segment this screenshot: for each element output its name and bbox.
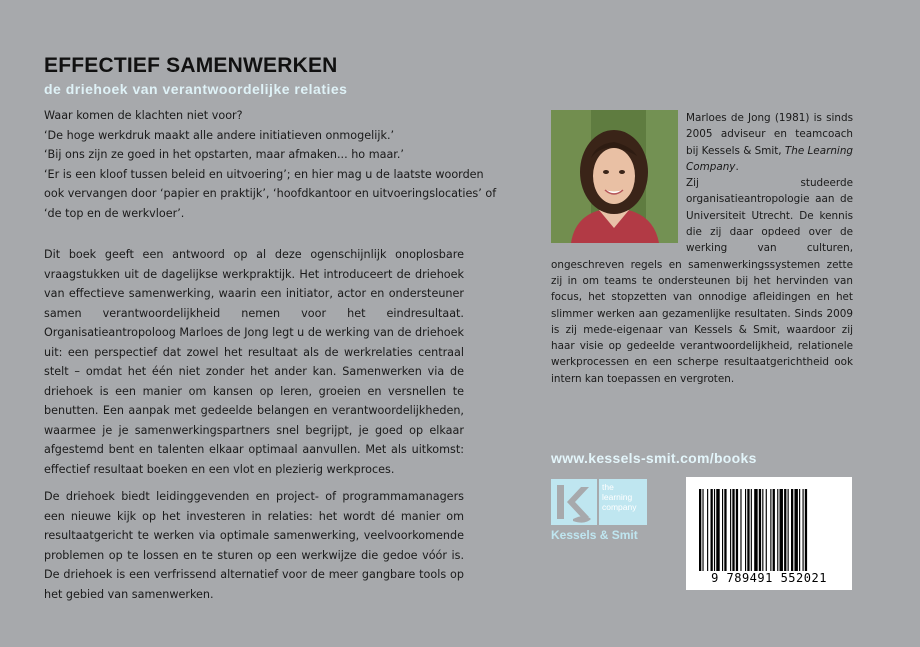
bio-company: The Learning Company — [686, 144, 853, 173]
photo-spacer — [551, 110, 686, 242]
description-paragraph-1: Dit boek geeft een antwoord op al deze ogenschijnlijk onoplosbare vraagstukken uit de dagelijkse werkpraktijk. Het introduceert de driehoek van effectieve samenwerking, waarin een initiator, actor en ondersteuner samen verantwoordelijkheid nemen voor het eindresultaat. Organisatieantropoloog Marloes de Jong legt u de werking van de driehoek uit: een perspectief dat zowel het resultaat als de werkrelaties centraal stelt – omdat het één niet zonder het ander kan. Samenwerken via de driehoek is een manier om kansen op leren, groeien en versnellen te benutten. Een aanpak met gedeelde belangen en verantwoordelijkheden, waarmee je je samenwerkingspartners snel begrijpt, je goed op elkaar afgestemd bent en talenten elkaar optimaal aanvullen. Met als uitkomst: effectief resultaat boeken en een vlot en plezierig werkproces. — [44, 248, 464, 476]
intro-line: ‘Er is een kloof tussen beleid en uitvoering’; en hier mag u de laatste woorden — [44, 167, 484, 181]
book-title: EFFECTIEF SAMENWERKEN — [44, 54, 338, 77]
bio-part2: . — [735, 160, 739, 173]
intro-line: Waar komen de klachten niet voor? — [44, 109, 243, 122]
description-paragraph-2: De driehoek biedt leidinggevenden en project- of programmamanagers een nieuwe kijk op het investeren in relaties: het wordt dé manier om resultaatgericht te werken via optimale samenwerking, veelvoorkomende problemen op te lossen en te sturen op een werkwijze die gedoe vóór is. De driehoek is een verfrissend alternatief voor de meer gangbare tools op het gebied van samenwerken. — [44, 490, 464, 601]
bio-part1: Marloes de Jong (1981) is sinds 2005 adviseur en teamcoach bij Kessels & Smit, — [686, 112, 853, 157]
intro-line: ‘Bij ons zijn ze goed in het opstarten, maar afmaken... ho maar.’ — [44, 148, 404, 161]
logo-name: Kessels & Smit — [551, 528, 638, 542]
intro-line: ‘de top en de werkvloer’. — [44, 206, 185, 220]
intro-quotes — [44, 106, 497, 223]
isbn-barcode — [686, 477, 852, 590]
author-bio — [551, 110, 853, 387]
author-bio-text: Zij studeerde organisatieantropologie aan de Universiteit Utrecht. De kennis die zij daar opdeed over de werking van culturen, ongeschreven regels en samenwerkingssystemen zette zij in om teams te ondersteunen bij het hervinden van focus, het stopzetten van onnodige afleidingen en het slimmer werken aan gezamenlijke resultaten. Sinds 2009 is zij mede-eigenaar van Kessels & Smit, waardoor zij haar visie op gedeelde verantwoordelijkheid, relationele werkprocessen en een scherpe resultaatgerichtheid ook intern kan toepassen en vergroten. — [551, 177, 853, 385]
barcode-bars — [686, 477, 852, 571]
isbn-number: 9 789491 552021 — [711, 571, 827, 585]
book-subtitle: de driehoek van verantwoordelijke relaties — [44, 81, 348, 97]
intro-line: ‘De hoge werkdruk maakt alle andere initiatieven onmogelijk.’ — [44, 128, 395, 142]
website-link[interactable]: www.kessels-smit.com/books — [551, 450, 757, 466]
intro-line: ook vervangen door ‘papier en praktijk’, ‘hoofdkantoor en uitvoeringslocaties’ of — [44, 187, 497, 200]
logo-tagline: the learning company — [602, 482, 637, 512]
